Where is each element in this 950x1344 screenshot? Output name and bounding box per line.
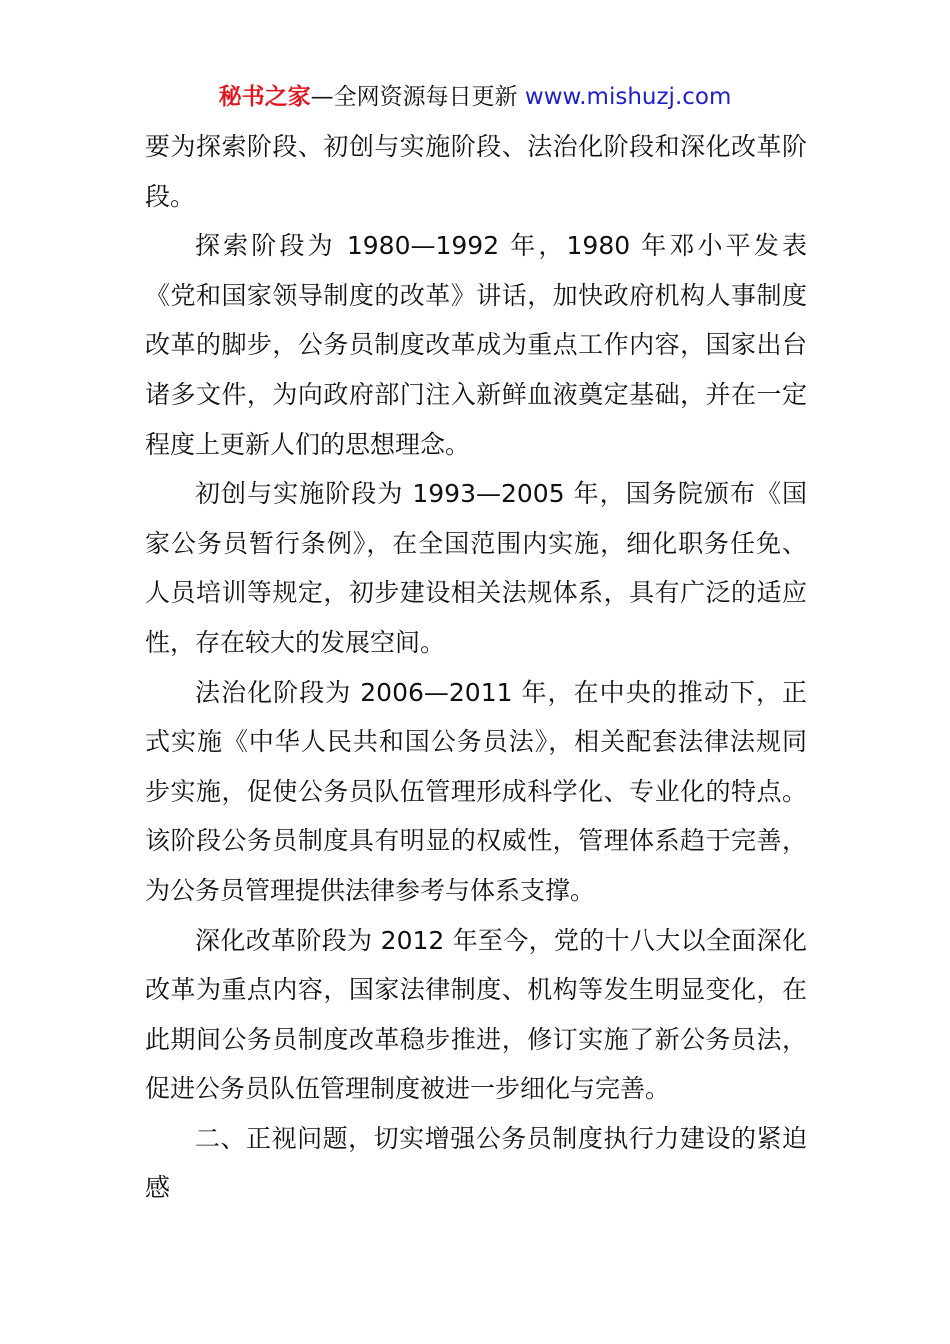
paragraph-initial-stage: 初创与实施阶段为 1993—2005 年，国务院颁布《国家公务员暂行条例》，在全国范围内实施，细化职务任免、人员培训等规定，初步建设相关法规体系，具有广泛的适应性，存在较大的发展空间。 <box>145 479 807 657</box>
paragraph-legalization-stage: 法治化阶段为 2006—2011 年，在中央的推动下，正式实施《中华人民共和国公务员法》，相关配套法律法规同步实施，促使公务员队伍管理形成科学化、专业化的特点。该阶段公务员制度具有明显的权威性，管理体系趋于完善，为公务员管理提供法律参考与体系支撑。 <box>145 677 807 905</box>
page-header <box>0 82 950 112</box>
paragraph-deepening-reform-stage: 深化改革阶段为 2012 年至今，党的十八大以全面深化改革为重点内容，国家法律制度、机构等发生明显变化，在此期间公务员制度改革稳步推进，修订实施了新公务员法，促进公务员队伍管理制度被进一步细化与完善。 <box>145 925 807 1104</box>
section-heading: 二、正视问题，切实增强公务员制度执行力建设的紧迫感 <box>145 1123 807 1203</box>
document-body <box>145 122 807 1213</box>
site-url-link[interactable]: www.mishuzj.com <box>524 84 732 110</box>
paragraph-exploration-stage: 探索阶段为 1980—1992 年，1980 年邓小平发表《党和国家领导制度的改革》讲话，加快政府机构人事制度改革的脚步，公务员制度改革成为重点工作内容，国家出台诸多文件，为向政府部门注入新鲜血液奠定基础，并在一定程度上更新人们的思想理念。 <box>145 231 807 459</box>
brand-name: 秘书之家 <box>218 84 311 110</box>
header-tagline: —全网资源每日更新 <box>310 84 518 110</box>
paragraph-continuation: 要为探索阶段、初创与实施阶段、法治化阶段和深化改革阶段。 <box>145 132 807 211</box>
